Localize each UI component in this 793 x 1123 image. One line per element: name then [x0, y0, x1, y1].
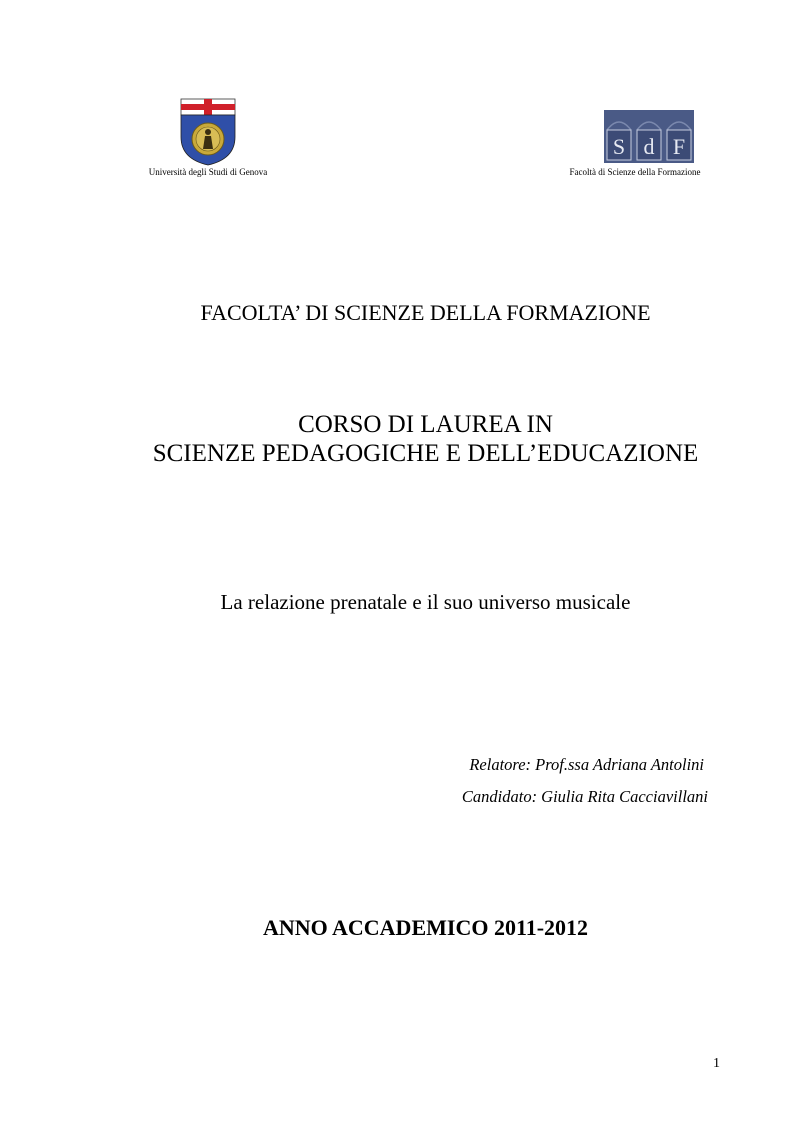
thesis-title: La relazione prenatale e il suo universo musicale — [220, 590, 631, 614]
faculty-caption: Facoltà di Scienze della Formazione — [569, 167, 701, 177]
sdf-letter-d: d — [643, 134, 655, 159]
course-heading-line2: SCIENZE PEDAGOGICHE E DELL’EDUCAZIONE — [152, 440, 699, 467]
academic-year: ANNO ACCADEMICO 2011-2012 — [262, 915, 589, 940]
page-number: 1 — [713, 1056, 720, 1071]
candidate-line: Candidato: Giulia Rita Cacciavillani — [461, 787, 708, 806]
university-caption: Università degli Studi di Genova — [148, 167, 268, 177]
course-heading — [0, 410, 793, 468]
sdf-letter-s: S — [612, 134, 626, 159]
faculty-heading: FACOLTA’ DI SCIENZE DELLA FORMAZIONE — [200, 300, 651, 325]
course-heading-line1: CORSO DI LAUREA IN — [298, 411, 553, 438]
sdf-faculty-logo-icon — [604, 110, 694, 163]
university-of-genoa-crest-icon — [177, 97, 239, 167]
sdf-letter-f: F — [672, 134, 686, 159]
faculty-logo — [604, 110, 694, 163]
university-crest-icon — [177, 97, 239, 167]
supervisor-line: Relatore: Prof.ssa Adriana Antolini — [469, 755, 704, 774]
